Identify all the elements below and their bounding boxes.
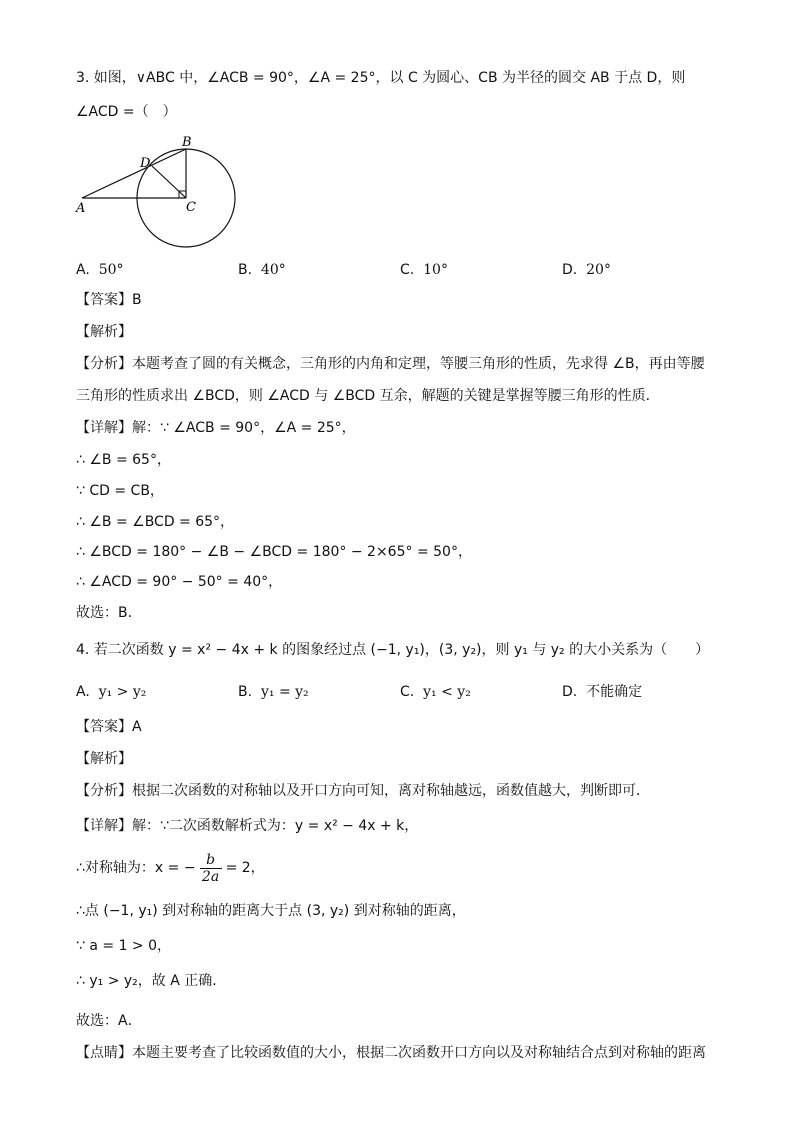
q3-option-a <box>76 260 124 280</box>
q4-dianjing-text: 本题主要考查了比较函数值的大小，根据二次函数开口方向以及对称轴结合点到对称轴的距离 <box>132 1045 706 1061</box>
q4-option-b <box>238 682 309 702</box>
q4-option-a-value: y₁ > y₂ <box>98 684 147 700</box>
q3-fenxi-line-2: 三角形的性质求出 ∠BCD，则 ∠ACD 与 ∠BCD 互余，解题的关键是掌握等腰三角形的性质． <box>76 388 660 404</box>
q3-stem-line-2: ∠ACD =（ ） <box>76 104 177 120</box>
q3-option-c <box>400 260 448 280</box>
q3-option-d-label: D. <box>562 262 578 278</box>
q4-detail-line-2 <box>76 848 265 888</box>
segment-cd <box>152 166 186 198</box>
q4-option-c-label: C. <box>400 684 415 700</box>
q4-fraction <box>200 852 222 885</box>
q4-fenxi-tag: 【分析】 <box>76 783 132 799</box>
q3-option-a-label: A. <box>76 262 90 278</box>
q3-option-c-label: C. <box>400 262 415 278</box>
q3-detail-line-2: ∴ ∠B = 65°， <box>76 452 171 468</box>
label-d: D <box>140 156 151 171</box>
q3-xiangjie-tag: 【详解】 <box>76 420 132 436</box>
q3-option-a-value: 50° <box>98 262 124 278</box>
q4-detail-line-3: ∴点 (−1, y₁) 到对称轴的距离大于点 (3, y₂) 到对称轴的距离， <box>76 903 466 919</box>
q3-answer <box>76 290 142 310</box>
q4-answer-value: A <box>132 719 142 735</box>
q4-detail-line-5: ∴ y₁ > y₂，故 A 正确． <box>76 973 227 989</box>
q4-detail-line-4: ∵ a = 1 > 0， <box>76 938 172 954</box>
q4-option-d-label: D. <box>562 684 578 700</box>
q3-conclusion: 故选：B． <box>76 605 142 621</box>
q4-fenxi-line <box>76 781 650 801</box>
q4-option-a <box>76 682 146 702</box>
q4-dianjing-tag: 【点睛】 <box>76 1045 132 1061</box>
q4-option-b-value: y₁ = y₂ <box>260 684 309 700</box>
q4-fenxi-text: 根据二次函数的对称轴以及开口方向可知，离对称轴越远，函数值越大，判断即可． <box>132 783 650 799</box>
q3-option-b <box>238 260 286 280</box>
q4-option-d-value: 不能确定 <box>586 684 643 700</box>
q4-option-a-label: A. <box>76 684 90 700</box>
q3-detail-line-4: ∴ ∠B = ∠BCD = 65°， <box>76 514 235 530</box>
q3-fenxi-text-1: 本题考查了圆的有关概念，三角形的内角和定理，等腰三角形的性质，先求得 ∠B，再由等腰 <box>132 356 705 372</box>
q3-option-b-label: B. <box>238 262 253 278</box>
q4-answer-tag: 【答案】 <box>76 719 132 735</box>
q4-fraction-denominator: 2a <box>201 868 220 885</box>
label-c: C <box>186 200 196 215</box>
q3-geometry-figure <box>68 134 248 258</box>
label-b: B <box>182 135 192 150</box>
q4-detail-text-1: 解：∵二次函数解析式为：y = x² − 4x + k， <box>132 818 419 834</box>
q4-option-c <box>400 682 471 702</box>
q4-conclusion: 故选：A． <box>76 1013 142 1029</box>
q4-answer <box>76 717 142 737</box>
q4-dianjing-line <box>76 1043 706 1063</box>
q3-option-d <box>562 260 611 280</box>
q3-option-d-value: 20° <box>586 262 611 278</box>
q3-option-b-value: 40° <box>260 262 286 278</box>
q3-detail-line-5: ∴ ∠BCD = 180° − ∠B − ∠BCD = 180° − 2×65° = 50°， <box>76 544 472 560</box>
q4-xiangjie-tag: 【详解】 <box>76 818 132 834</box>
q3-option-c-value: 10° <box>423 262 448 278</box>
q4-fraction-numerator: b <box>206 851 216 868</box>
q3-detail-line-3: ∵ CD = CB， <box>76 483 164 499</box>
q3-analysis-tag: 【解析】 <box>76 324 132 340</box>
q4-stem: 4. 若二次函数 y = x² − 4x + k 的图象经过点 (−1, y₁)，(3, y₂)，则 y₁ 与 y₂ 的大小关系为（ ） <box>76 642 710 658</box>
label-a: A <box>76 201 86 216</box>
q4-option-c-value: y₁ < y₂ <box>423 684 471 700</box>
q3-detail-line-1 <box>76 418 356 438</box>
q4-detail-line-1 <box>76 816 418 836</box>
q4-detail-2-suffix: = 2， <box>225 860 265 876</box>
q3-fenxi-tag: 【分析】 <box>76 356 132 372</box>
q3-detail-text-1: 解：∵ ∠ACB = 90°，∠A = 25°， <box>132 420 356 436</box>
q4-option-b-label: B. <box>238 684 253 700</box>
segment-ab <box>82 149 186 198</box>
q4-detail-2-prefix: ∴对称轴为：x = − <box>76 860 196 876</box>
q3-detail-line-6: ∴ ∠ACD = 90° − 50° = 40°， <box>76 574 283 590</box>
q3-answer-tag: 【答案】 <box>76 292 132 308</box>
q3-answer-value: B <box>132 292 142 308</box>
q4-analysis-tag: 【解析】 <box>76 751 132 767</box>
q3-fenxi-line-1 <box>76 354 705 374</box>
q4-option-d <box>562 682 642 702</box>
q3-stem-line-1: 3. 如图，∨ABC 中，∠ACB = 90°，∠A = 25°，以 C 为圆心、CB 为半径的圆交 AB 于点 D，则 <box>76 70 686 86</box>
